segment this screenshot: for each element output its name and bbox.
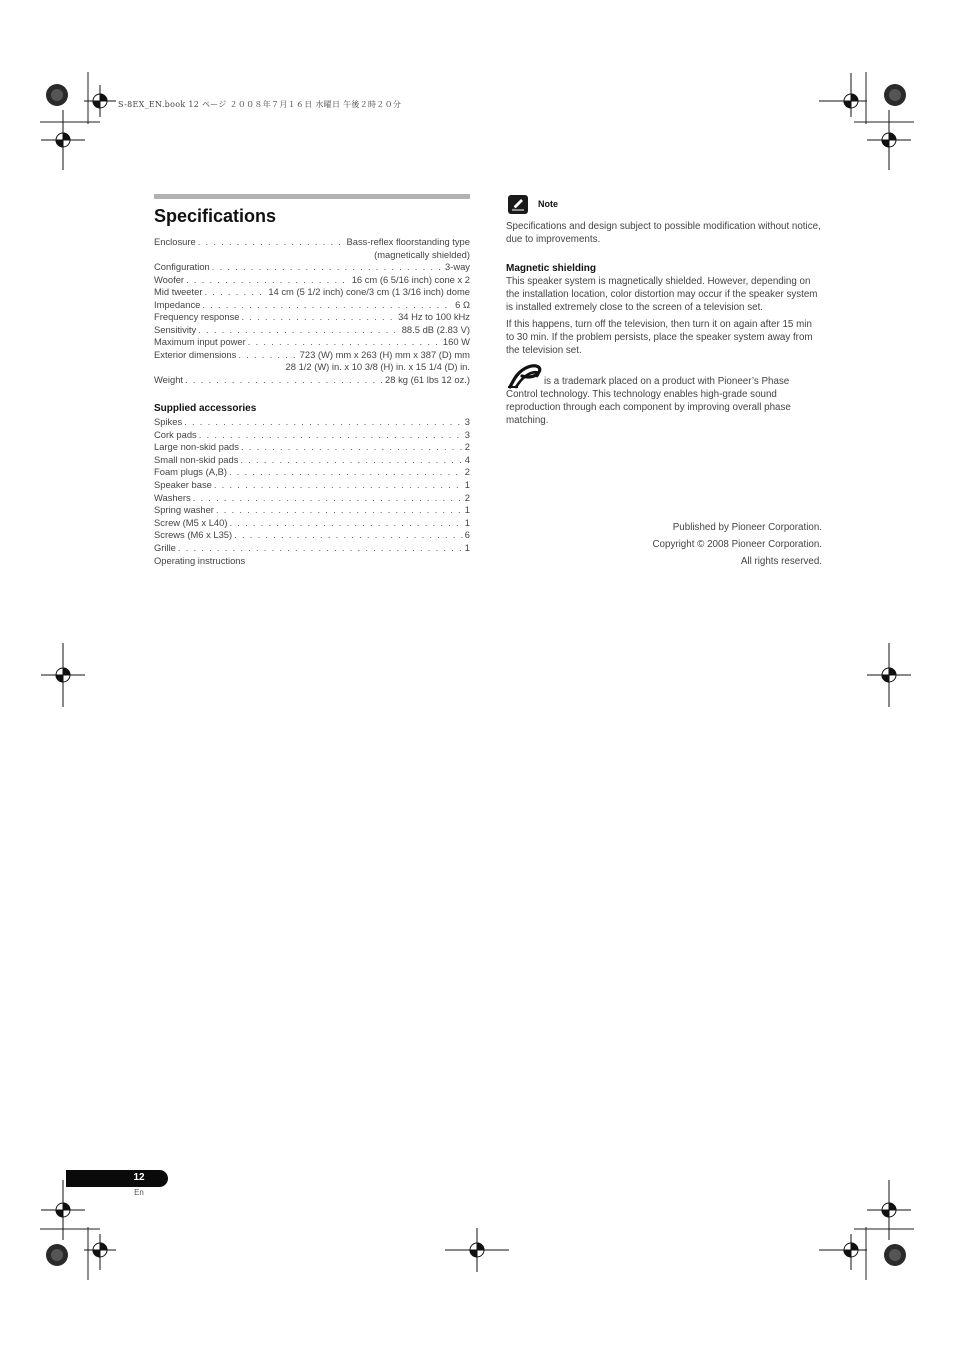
spec-row xyxy=(154,336,470,349)
phase-control-text: is a trademark placed on a product with Pioneer’s Phase Control technology. This technology enables high-grade sound reproduction through each component by improving overall phase matching. xyxy=(506,376,791,426)
spec-label: Frequency response xyxy=(154,311,240,322)
accessory-label: Screws (M6 x L35) xyxy=(154,529,233,541)
page-language: En xyxy=(134,1188,144,1197)
title-rule xyxy=(154,194,470,199)
spec-label: Weight xyxy=(154,373,184,385)
accessory-row xyxy=(154,479,470,492)
accessories-list xyxy=(154,416,470,567)
accessory-count: 1 xyxy=(464,516,470,528)
spec-value: 28 kg (61 lbs 12 oz.) xyxy=(385,373,470,385)
publisher-info xyxy=(506,519,822,570)
spec-row xyxy=(154,236,470,249)
phase-control-logo-icon xyxy=(506,363,544,389)
accessory-row xyxy=(154,466,470,479)
spec-row xyxy=(154,374,470,387)
accessory-count: 2 xyxy=(464,491,470,503)
spec-label: Impedance xyxy=(154,298,201,310)
spec-value: 34 Hz to 100 kHz xyxy=(398,311,470,322)
notes-column xyxy=(506,194,822,570)
spec-value: Bass-reflex floorstanding type xyxy=(346,236,470,247)
spec-value: 160 W xyxy=(442,336,470,347)
page-number: 12 xyxy=(133,1172,145,1183)
spec-label: Maximum input power xyxy=(154,336,246,347)
accessory-count: 1 xyxy=(464,504,470,516)
magnetic-paragraph-2: If this happens, turn off the television, then turn it on again after 15 min to 30 min. If the problem persists, place the speaker system away from the television set. xyxy=(506,319,813,356)
accessory-label: Cork pads xyxy=(154,428,197,440)
accessory-count: 2 xyxy=(464,466,470,478)
spec-row xyxy=(154,299,470,312)
page-title: Specifications xyxy=(154,206,277,226)
accessory-count: 1 xyxy=(464,541,470,553)
spec-value: 3-way xyxy=(444,261,470,272)
accessories-heading: Supplied accessories xyxy=(154,403,257,414)
accessory-label: Spikes xyxy=(154,416,183,427)
magnetic-paragraph-1: This speaker system is magnetically shielded. However, depending on the installation location, color distortion may occur if the speaker system is installed extremely close to the screen of a television set. xyxy=(506,276,818,313)
phase-control-block xyxy=(506,375,822,427)
copyright: Copyright © 2008 Pioneer Corporation. xyxy=(652,539,822,550)
accessory-last-item: Operating instructions xyxy=(154,554,246,566)
spec-value: 14 cm (5 1/2 inch) cone/3 cm (1 3/16 inch) dome xyxy=(268,286,470,297)
accessory-row xyxy=(154,529,470,542)
rights: All rights reserved. xyxy=(740,556,822,567)
accessory-row xyxy=(154,492,470,505)
accessory-row xyxy=(154,454,470,467)
accessory-label: Spring washer xyxy=(154,504,214,516)
accessory-label: Small non-skid pads xyxy=(154,453,239,465)
accessory-count: 3 xyxy=(464,416,470,427)
note-header xyxy=(506,194,822,214)
accessory-count: 6 xyxy=(464,529,470,541)
specifications-section xyxy=(154,194,470,567)
accessory-row xyxy=(154,542,470,555)
spec-continuation: (magnetically shielded) xyxy=(374,248,470,260)
spec-row xyxy=(154,286,470,299)
accessory-label: Speaker base xyxy=(154,478,212,490)
accessory-label: Large non-skid pads xyxy=(154,441,239,453)
spec-value: 16 cm (6 5/16 inch) cone x 2 xyxy=(351,273,470,285)
accessory-count: 3 xyxy=(464,428,470,440)
accessory-label: Grille xyxy=(154,541,176,553)
page-tab xyxy=(66,1170,168,1187)
spec-row xyxy=(154,324,470,337)
spec-value: 6 Ω xyxy=(455,298,470,310)
spec-value: 88.5 dB (2.83 V) xyxy=(401,323,470,335)
spec-label: Enclosure xyxy=(154,236,196,247)
accessory-row xyxy=(154,441,470,454)
spec-row xyxy=(154,311,470,324)
accessory-count: 2 xyxy=(464,441,470,453)
spec-label: Mid tweeter xyxy=(154,286,203,297)
spec-label: Configuration xyxy=(154,261,210,272)
spec-continuation: 28 1/2 (W) in. x 10 3/8 (H) in. x 15 1/4 (D) in. xyxy=(285,361,470,372)
spec-row xyxy=(154,274,470,287)
accessory-count: 1 xyxy=(464,478,470,490)
accessory-row xyxy=(154,517,470,530)
accessory-label: Foam plugs (A,B) xyxy=(154,466,227,478)
spec-label: Sensitivity xyxy=(154,323,197,335)
accessory-row xyxy=(154,429,470,442)
spec-label: Exterior dimensions xyxy=(154,348,237,360)
spec-list xyxy=(154,236,470,386)
spec-row xyxy=(154,349,470,362)
spec-row xyxy=(154,261,470,274)
accessory-row xyxy=(154,504,470,517)
pencil-note-icon xyxy=(508,195,528,214)
note-label: Note xyxy=(538,198,558,209)
accessory-count: 4 xyxy=(464,453,470,465)
magnetic-shielding-heading: Magnetic shielding xyxy=(506,263,597,274)
published-by: Published by Pioneer Corporation. xyxy=(672,522,822,533)
print-header: S-8EX_EN.book 12 ページ ２００８年７月１６日 水曜日 午後２時２０分 xyxy=(118,100,402,109)
spec-value: 723 (W) mm x 263 (H) mm x 387 (D) mm xyxy=(299,348,470,360)
accessory-label: Washers xyxy=(154,491,191,503)
note-text: Specifications and design subject to possible modification without notice, due to improvements. xyxy=(506,221,821,245)
accessory-label: Screw (M5 x L40) xyxy=(154,516,228,528)
spec-label: Woofer xyxy=(154,273,185,285)
accessory-row xyxy=(154,416,470,429)
